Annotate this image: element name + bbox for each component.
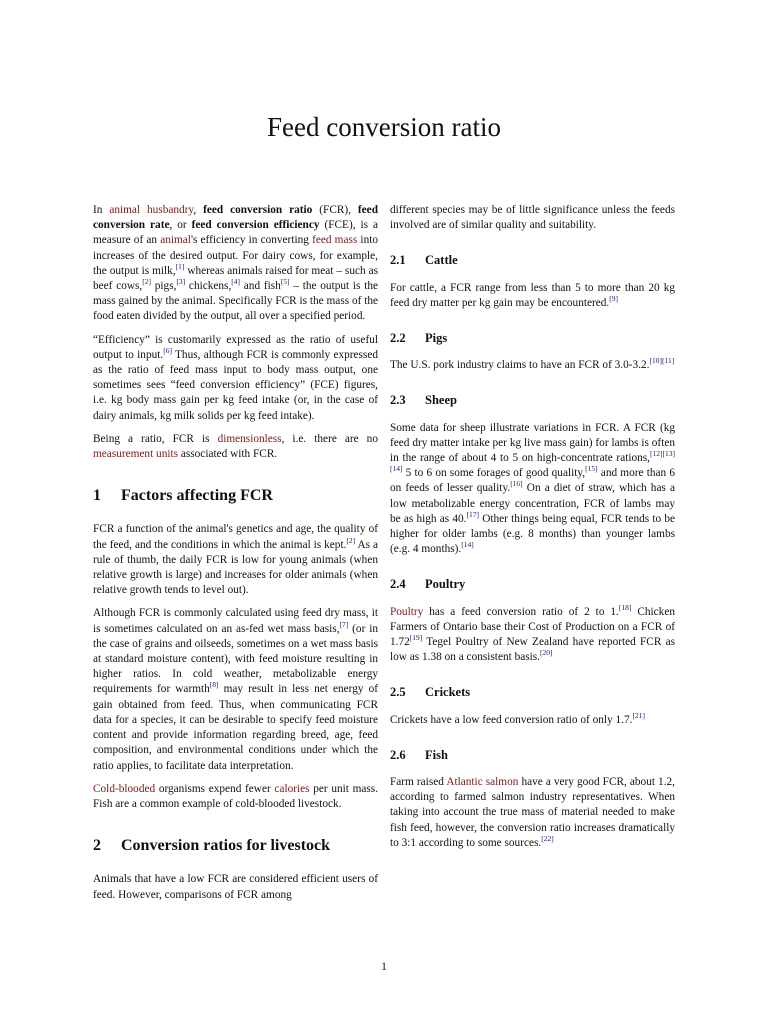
- left-column: [93, 203, 378, 911]
- link-feed-mass[interactable]: feed mass: [312, 234, 358, 247]
- citation[interactable]: [2]: [346, 535, 356, 545]
- subsection-heading-sheep: 2.3 Sheep: [390, 393, 457, 408]
- citation[interactable]: [1]: [175, 262, 185, 272]
- link-animal-husbandry[interactable]: animal husbandry: [109, 204, 194, 216]
- link-animal[interactable]: animal: [160, 234, 191, 247]
- efficiency-paragraph: “Efficiency” is customarily expressed as the ratio of useful output to input.[6] Thus, although FCR is commonly expressed as the ratio of feed mass input to body mass output, one sometimes sees “feed conversion efficiency” (FCE) figures, i.e. kg body mass gain per kg feed intake (or, in the case of dairy animals, kg milk solids per kg feed intake).: [93, 333, 378, 422]
- citation[interactable]: [15]: [585, 464, 598, 474]
- livestock-paragraph-continued: different species may be of little significance unless the feeds involved are of similar quality and suitability.: [390, 204, 675, 232]
- link-poultry[interactable]: Poultry: [390, 605, 424, 618]
- livestock-paragraph: Animals that have a low FCR are considered efficient users of feed. However, comparisons of FCR among: [93, 873, 378, 901]
- section-heading-livestock: 2 Conversion ratios for livestock: [93, 837, 331, 855]
- citation[interactable]: [2]: [142, 277, 151, 287]
- citation[interactable]: [14]: [461, 540, 474, 550]
- fish-paragraph: Farm raised Atlantic salmon have a very good FCR, about 1.2, according to farmed salmon industry representatives. When taking into account the true mass of material needed to make fish feed, however, the conversion ratio increases dramatically to 3:1 according to some sources.[22]: [390, 776, 675, 849]
- intro-paragraph: In animal husbandry, feed conversion ratio (FCR), feed conversion rate, or feed conversion efficiency (FCE), is a measure of an animal's efficiency in converting feed mass into increases of the desired output. For dairy cows, for example, the output is milk,[1] whereas animals raised for meat – such as beef cows,[2] pigs,[3] chickens,[4] and fish[5] – the output is the mass gained by the animal. Specifically FCR is the mass of the food eaten divided by the output, all over a specified period.: [93, 204, 379, 323]
- link-dimensionless[interactable]: dimensionless: [217, 432, 282, 445]
- citation[interactable]: [3]: [176, 277, 186, 287]
- citation[interactable]: [20]: [539, 648, 553, 658]
- citation[interactable]: [18]: [618, 602, 632, 612]
- subsection-heading-crickets: 2.5 Crickets: [390, 685, 471, 700]
- citation[interactable]: [7]: [339, 619, 349, 629]
- link-atlantic-salmon[interactable]: Atlantic salmon: [446, 776, 519, 789]
- page-title: Feed conversion ratio: [267, 112, 501, 142]
- citation[interactable]: [6]: [163, 346, 172, 356]
- poultry-paragraph: Poultry has a feed conversion ratio of 2 to 1.[18] Chicken Farmers of Ontario base their Cost of Production on a FCR of 1.72[19] Tegel Poultry of New Zealand have reported FCR as low as 1.38 on a consistent basis.[20]: [390, 602, 675, 664]
- sheep-paragraph: Some data for sheep illustrate variations in FCR. A FCR (kg feed dry matter intake per kg live mass gain) for lambs is often in the range of about 4 to 5 on high-concentrate rations,[12][13][14] 5 to 6 on some forages of good quality,[15] and more than 6 on feeds of lesser quality.[16] On a diet of straw, which has a low metabolizable energy concentration, FCR of lambs may be as high as 40.[17] Other things being equal, FCR tends to be higher for older lambs (e.g. 8 months) than younger lambs (e.g. 4 months).[14]: [390, 421, 675, 556]
- subsection-heading-cattle: 2.1 Cattle: [390, 253, 458, 268]
- link-cold-blooded[interactable]: Cold-blooded: [93, 782, 156, 795]
- subsection-heading-pigs: 2.2 Pigs: [390, 331, 448, 346]
- crickets-paragraph: Crickets have a low feed conversion ratio of only 1.7.[21]: [390, 710, 645, 726]
- link-measurement-units[interactable]: measurement units: [93, 448, 179, 461]
- ratio-paragraph: Being a ratio, FCR is dimensionless, i.e. there are no measurement units associated with FCR.: [93, 432, 378, 461]
- citation[interactable]: [10][11]: [649, 356, 675, 366]
- citation[interactable]: [17]: [466, 510, 479, 520]
- right-column: [390, 203, 675, 859]
- citation[interactable]: [5]: [280, 277, 290, 287]
- citation[interactable]: [9]: [609, 294, 619, 304]
- page-number: 1: [381, 961, 387, 973]
- subsection-heading-fish: 2.6 Fish: [390, 747, 448, 762]
- pigs-paragraph: The U.S. pork industry claims to have an FCR of 3.0-3.2.[10][11]: [390, 356, 675, 372]
- factors-paragraph-2: Although FCR is commonly calculated using feed dry mass, it is sometimes calculated on an as-fed wet mass basis,[7] (or in the case of grains and oilseeds, sometimes on a wet mass basis at standard moisture content), with feed moisture resulting in higher ratios. In cold weather, metabolizable energy requirements for warmth[8] may result in less net energy of gain obtained from feed. Thus, when communicating FCR data for a species, it can be desirable to specify feed moisture content and provide information regarding breed, age, feed composition, and environmental conditions under which the ratio applies, to facilitate data interpretation.: [93, 607, 378, 772]
- link-calories[interactable]: calories: [274, 782, 310, 795]
- subsection-heading-poultry: 2.4 Poultry: [390, 577, 466, 592]
- citation[interactable]: [4]: [231, 277, 241, 287]
- factors-paragraph-1: FCR a function of the animal's genetics and age, the quality of the feed, and the conditions in which the animal is kept.[2] As a rule of thumb, the daily FCR is low for young animals (when relative growth is large) and increases for older animals (when relative growth tends to level out).: [93, 523, 379, 597]
- citation[interactable]: [21]: [632, 710, 645, 720]
- citation[interactable]: [22]: [541, 834, 554, 844]
- citation[interactable]: [12][13][14]: [390, 449, 675, 474]
- citation[interactable]: [19]: [409, 633, 423, 643]
- section-heading-factors: 1 Factors affecting FCR: [93, 487, 273, 505]
- cattle-paragraph: For cattle, a FCR range from less than 5 to more than 20 kg feed dry matter per kg gain may be encountered.[9]: [390, 281, 675, 309]
- factors-paragraph-3: Cold-blooded organisms expend fewer calories per unit mass. Fish are a common example of cold-blooded livestock.: [93, 782, 379, 810]
- citation[interactable]: [16]: [510, 479, 523, 489]
- citation[interactable]: [8]: [209, 680, 219, 690]
